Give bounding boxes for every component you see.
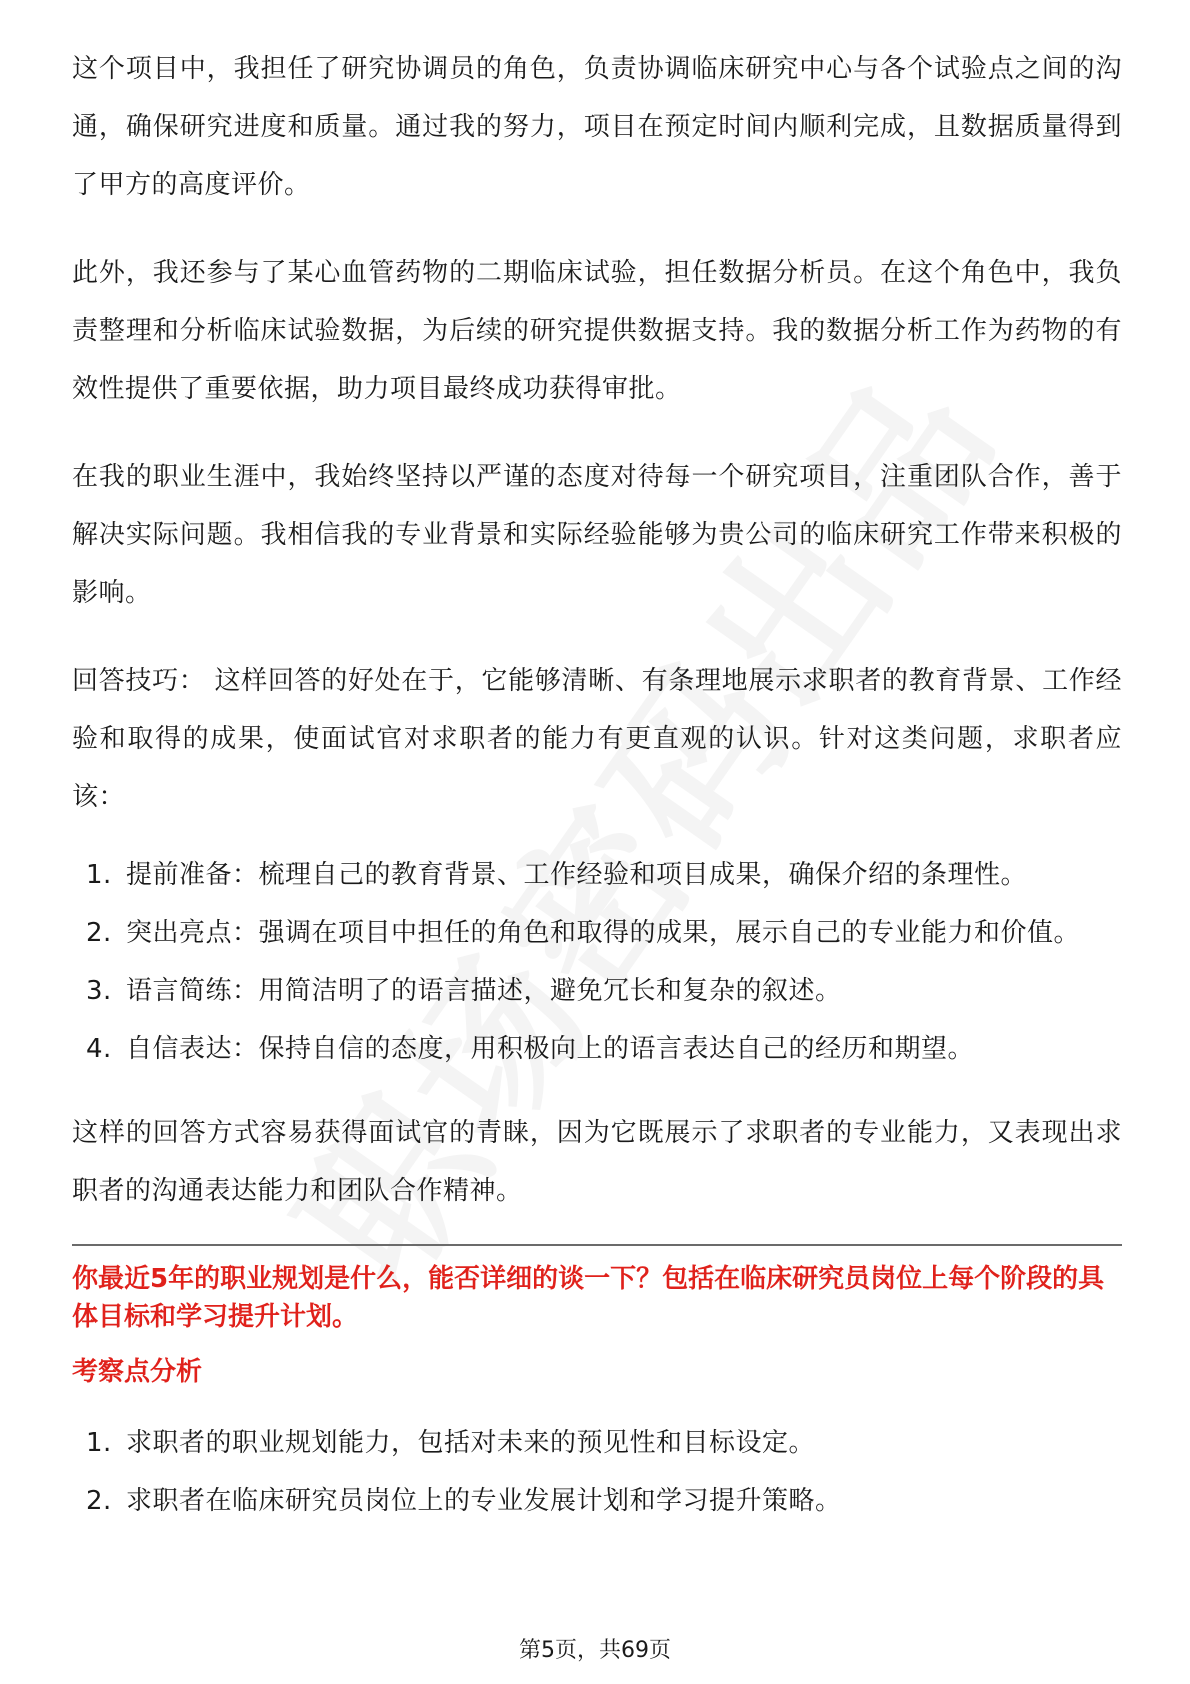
paragraph-career-attitude: 在我的职业生涯中，我始终坚持以严谨的态度对待每一个研究项目，注重团队合作，善于解决实际问题。我相信我的专业背景和实际经验能够为贵公司的临床研究工作带来积极的影响。 <box>72 462 1122 608</box>
list-item <box>72 1472 1122 1530</box>
list-number: 2. <box>86 1486 112 1516</box>
paragraph-project-role: 这个项目中，我担任了研究协调员的角色，负责协调临床研究中心与各个试验点之间的沟通，确保研究进度和质量。通过我的努力，项目在预定时间内顺利完成，且数据质量得到了甲方的高度评价。 <box>72 54 1122 200</box>
analysis-list <box>72 1414 1122 1530</box>
list-item-text: 提前准备：梳理自己的教育背景、工作经验和项目成果，确保介绍的条理性。 <box>126 860 1028 890</box>
paragraph-summary: 这样的回答方式容易获得面试官的青睐，因为它既展示了求职者的专业能力，又表现出求职者的沟通表达能力和团队合作精神。 <box>72 1118 1122 1206</box>
list-number: 3. <box>86 976 112 1006</box>
list-number: 1. <box>86 1428 112 1458</box>
list-number: 1. <box>86 860 112 890</box>
list-item-text: 语言简练：用简洁明了的语言描述，避免冗长和复杂的叙述。 <box>126 976 842 1006</box>
section-divider <box>72 1244 1122 1246</box>
analysis-heading: 考察点分析 <box>72 1357 203 1387</box>
interview-question: 你最近5年的职业规划是什么，能否详细的谈一下？包括在临床研究员岗位上每个阶段的具体目标和学习提升计划。 <box>72 1264 1105 1332</box>
list-item-text: 突出亮点：强调在项目中担任的角色和取得的成果，展示自己的专业能力和价值。 <box>126 918 1081 948</box>
list-item <box>72 1020 1122 1078</box>
list-item <box>72 846 1122 904</box>
list-item-text: 自信表达：保持自信的态度，用积极向上的语言表达自己的经历和期望。 <box>126 1034 975 1064</box>
list-item-text: 求职者在临床研究员岗位上的专业发展计划和学习提升策略。 <box>126 1486 842 1516</box>
tips-list <box>72 846 1122 1078</box>
paragraph-data-analyst: 此外，我还参与了某心血管药物的二期临床试验，担任数据分析员。在这个角色中，我负责整理和分析临床试验数据，为后续的研究提供数据支持。我的数据分析工作为药物的有效性提供了重要依据，助力项目最终成功获得审批。 <box>72 258 1122 404</box>
list-item <box>72 1414 1122 1472</box>
list-number: 2. <box>86 918 112 948</box>
page-number-footer: 第5页，共69页 <box>519 1638 671 1663</box>
list-number: 4. <box>86 1034 112 1064</box>
list-item-text: 求职者的职业规划能力，包括对未来的预见性和目标设定。 <box>126 1428 816 1458</box>
list-item <box>72 904 1122 962</box>
list-item <box>72 962 1122 1020</box>
paragraph-answer-tips: 回答技巧： 这样回答的好处在于，它能够清晰、有条理地展示求职者的教育背景、工作经验和取得的成果，使面试官对求职者的能力有更直观的认识。针对这类问题，求职者应该： <box>72 666 1122 812</box>
document-page <box>72 40 1122 1556</box>
